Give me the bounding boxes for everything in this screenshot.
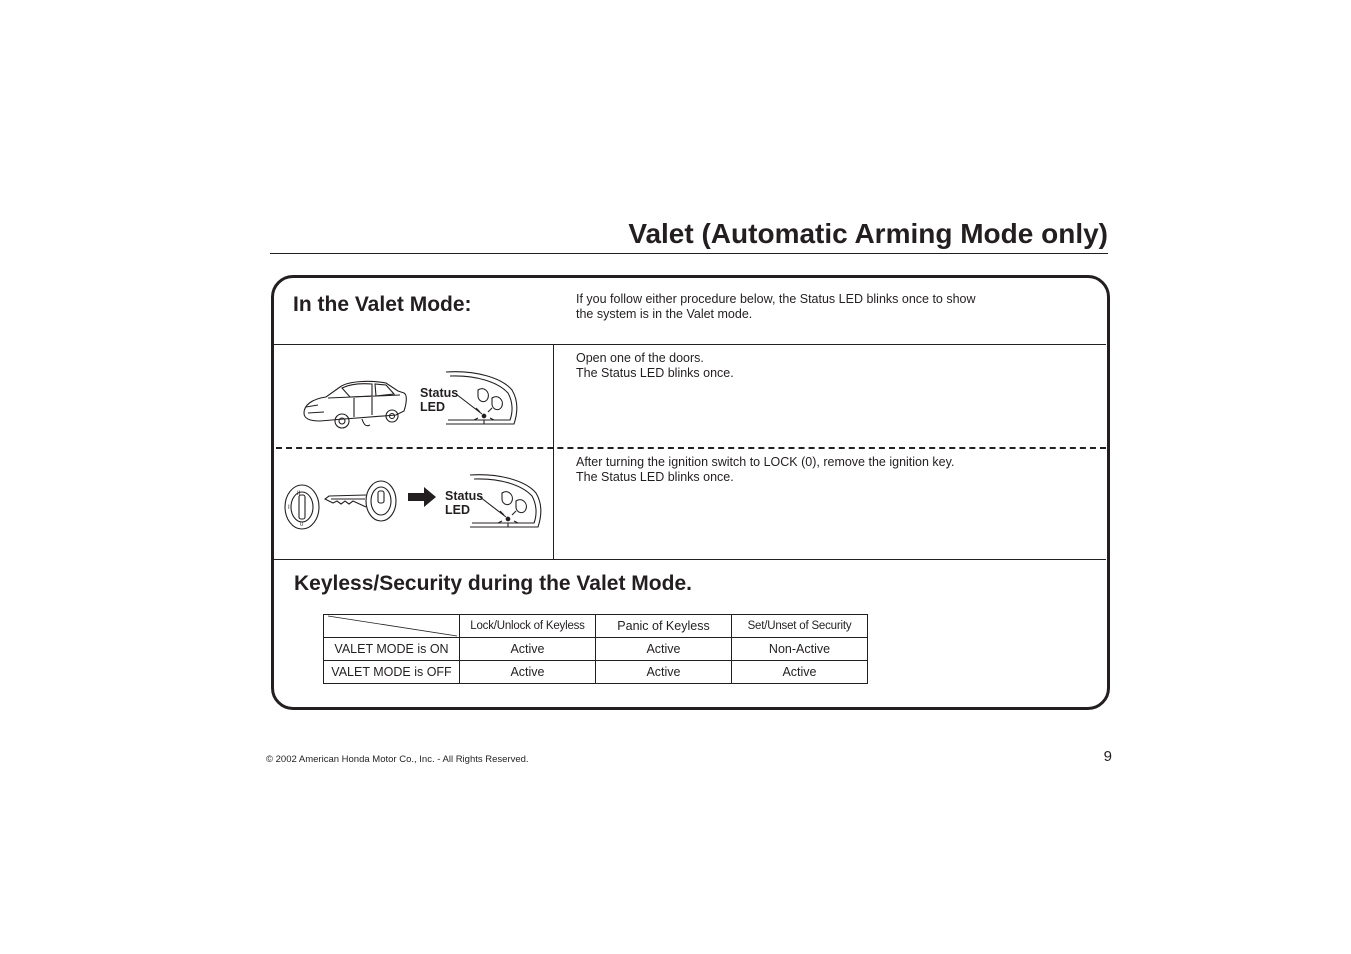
keyless-heading: Keyless/Security during the Valet Mode. [294, 572, 692, 595]
row-label-valet-off: VALET MODE is OFF [324, 661, 460, 684]
table-cell: Active [732, 661, 868, 684]
table-header-row [324, 615, 868, 638]
row-divider-bottom [273, 559, 1106, 560]
keyless-security-table [323, 614, 868, 684]
row-divider-dashed [276, 447, 1106, 449]
step2-line-2: The Status LED blinks once. [576, 470, 734, 484]
intro-line-2: the system is in the Valet mode. [576, 307, 753, 321]
valet-mode-heading: In the Valet Mode: [293, 293, 472, 316]
table-cell: Active [460, 661, 596, 684]
step-ignition [576, 455, 954, 485]
car-illustration [300, 375, 420, 435]
row-label-valet-on: VALET MODE is ON [324, 638, 460, 661]
ignition-switch-illustration [283, 483, 323, 533]
status-led-label-door: Status LED [420, 386, 459, 414]
step2-line-1: After turning the ignition switch to LOCK (0), remove the ignition key. [576, 455, 955, 469]
table-cell: Non-Active [732, 638, 868, 661]
step-open-door [576, 351, 734, 381]
ignition-mark-2: II [297, 491, 301, 497]
status-led-label-ignition: Status LED [445, 489, 484, 517]
column-header-set-unset: Set/Unset of Security [732, 615, 868, 638]
table-corner-cell [324, 615, 460, 638]
valet-mode-intro [576, 292, 976, 322]
step1-line-2: The Status LED blinks once. [576, 366, 734, 380]
arrow-right-icon [406, 486, 438, 508]
corner-diagonal [324, 615, 459, 637]
ignition-key-illustration [323, 479, 399, 525]
page-title: Valet (Automatic Arming Mode only) [628, 218, 1108, 249]
title-rule [270, 253, 1108, 254]
table-row [324, 638, 868, 661]
page-number: 9 [1103, 748, 1112, 765]
step1-line-1: Open one of the doors. [576, 351, 704, 365]
ignition-mark-0: 0 [300, 522, 304, 528]
column-header-lock-unlock: Lock/Unlock of Keyless [460, 615, 596, 638]
table-cell: Active [596, 661, 732, 684]
table-cell: Active [596, 638, 732, 661]
copyright-notice: © 2002 American Honda Motor Co., Inc. - All Rights Reserved. [266, 754, 529, 765]
column-divider [553, 345, 554, 559]
intro-line-1: If you follow either procedure below, the Status LED blinks once to show [576, 292, 976, 306]
table-cell: Active [460, 638, 596, 661]
ignition-mark-1: I [288, 505, 290, 511]
row-divider-top [273, 344, 1106, 345]
table-row [324, 661, 868, 684]
column-header-panic: Panic of Keyless [596, 615, 732, 638]
